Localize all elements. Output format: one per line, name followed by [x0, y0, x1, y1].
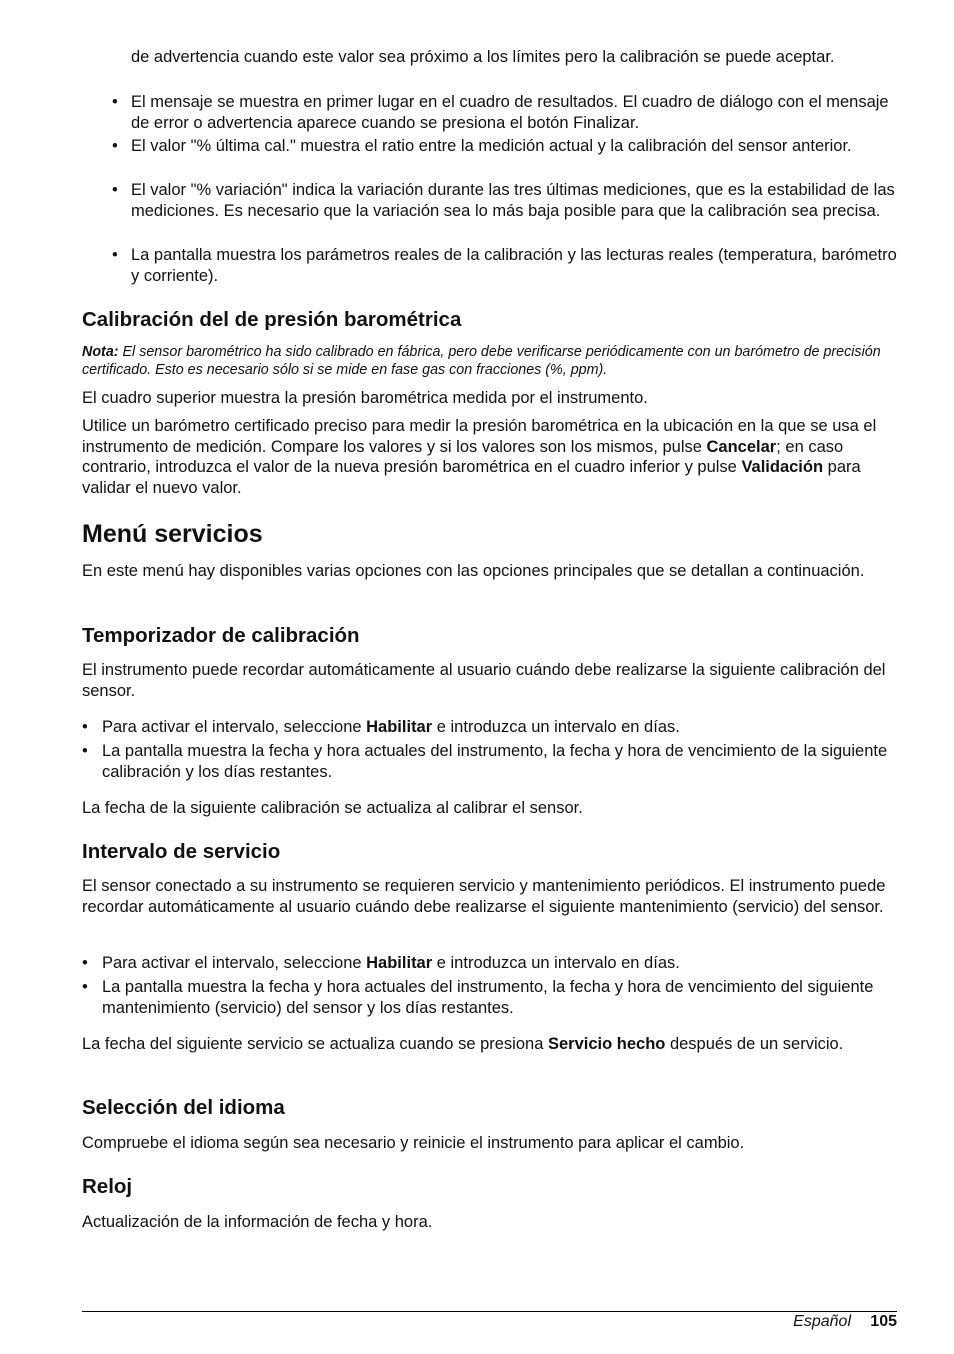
bullet-marker: •	[82, 978, 88, 996]
menu-intro: En este menú hay disponibles varias opciones con las opciones principales que se detallan a continuación.	[82, 562, 865, 580]
intro-bullet-2: El valor "% última cal." muestra el ratio entre la medición actual y la calibración del sensor anterior.	[131, 137, 852, 155]
text-run: para validar el nuevo valor.	[82, 458, 861, 497]
intro-continuation: de advertencia cuando este valor sea próximo a los límites pero la calibración se puede aceptar.	[131, 48, 835, 66]
intro-bullet-4: La pantalla muestra los parámetros reales de la calibración y las lecturas reales (temperatura, barómetro y corriente).	[131, 246, 897, 285]
text-run: e introduzca un intervalo en días.	[432, 954, 680, 972]
baro-paragraph-1: El cuadro superior muestra la presión barométrica medida por el instrumento.	[82, 389, 648, 407]
timer-paragraph-2: La fecha de la siguiente calibración se actualiza al calibrar el sensor.	[82, 799, 583, 817]
text-run: Utilice un barómetro certificado preciso para medir la presión barométrica en la ubicación en la que se usa el instrumento de medición. Compare los valores y si los valores son los mismos, pulse	[82, 417, 877, 456]
service-heading: Intervalo de servicio	[82, 840, 281, 863]
enable-keyword: Habilitar	[366, 718, 433, 736]
note-text: El sensor barométrico ha sido calibrado en fábrica, pero debe verificarse periódicamente con un barómetro de precisión certificado. Esto es necesario sólo si se mide en fase gas con fracciones (%, ppm).	[82, 344, 881, 378]
footer-divider	[82, 1311, 897, 1312]
service-paragraph-1: El sensor conectado a su instrumento se requieren servicio y mantenimiento periódicos. El instrumento puede recordar automáticamente al usuario cuándo debe realizarse el siguiente mantenimiento (servicio) del sensor.	[82, 877, 886, 916]
enable-keyword: Habilitar	[366, 954, 433, 972]
text-run: Para activar el intervalo, seleccione	[102, 954, 367, 972]
service-done-keyword: Servicio hecho	[547, 1035, 666, 1053]
baro-heading: Calibración del de presión barométrica	[82, 308, 462, 331]
bullet-marker: •	[82, 718, 88, 736]
text-run: Para activar el intervalo, seleccione	[102, 718, 367, 736]
text-run: e introduzca un intervalo en días.	[432, 718, 680, 736]
menu-title: Menú servicios	[82, 520, 263, 548]
timer-heading: Temporizador de calibración	[82, 624, 360, 647]
bullet-marker: •	[112, 93, 118, 111]
language-paragraph: Compruebe el idioma según sea necesario y reinicie el instrumento para aplicar el cambio.	[82, 1134, 745, 1152]
baro-note	[82, 344, 900, 379]
service-bullet-1	[102, 953, 900, 974]
page-number: 105	[870, 1313, 897, 1330]
timer-bullet-2: La pantalla muestra la fecha y hora actuales del instrumento, la fecha y hora de vencimiento de la siguiente calibración y los días restantes.	[102, 742, 888, 781]
text-run: después de un servicio.	[665, 1035, 844, 1053]
language-heading: Selección del idioma	[82, 1096, 285, 1119]
intro-bullet-3: El valor "% variación" indica la variación durante las tres últimas mediciones, que es la estabilidad de las mediciones. Es necesario que la variación sea lo más baja posible para que la calibración sea precisa.	[131, 181, 895, 220]
text-run: La fecha del siguiente servicio se actualiza cuando se presiona	[82, 1035, 548, 1053]
bullet-marker: •	[82, 742, 88, 760]
baro-paragraph-2	[82, 416, 900, 498]
validation-keyword: Validación	[741, 458, 824, 477]
note-label: Nota:	[82, 344, 119, 360]
service-bullet-2: La pantalla muestra la fecha y hora actuales del instrumento, la fecha y hora de vencimiento del siguiente mantenimiento (servicio) del sensor y los días restantes.	[102, 978, 874, 1017]
service-paragraph-2	[82, 1034, 900, 1055]
bullet-marker: •	[82, 954, 88, 972]
footer-language: Español	[793, 1313, 851, 1330]
clock-paragraph: Actualización de la información de fecha y hora.	[82, 1213, 433, 1231]
text-run: ; en caso contrario, introduzca el valor de la nueva presión barométrica en el cuadro inferior y pulse	[82, 437, 844, 477]
bullet-marker: •	[112, 246, 118, 264]
bullet-marker: •	[112, 137, 118, 155]
cancel-keyword: Cancelar	[706, 437, 777, 456]
timer-bullet-1	[102, 717, 900, 738]
intro-bullet-1: El mensaje se muestra en primer lugar en el cuadro de resultados. El cuadro de diálogo con el mensaje de error o advertencia aparece cuando se presiona el botón Finalizar.	[131, 93, 889, 132]
timer-paragraph-1: El instrumento puede recordar automáticamente al usuario cuándo debe realizarse la siguiente calibración del sensor.	[82, 661, 886, 700]
bullet-marker: •	[112, 181, 118, 199]
clock-heading: Reloj	[82, 1175, 133, 1198]
